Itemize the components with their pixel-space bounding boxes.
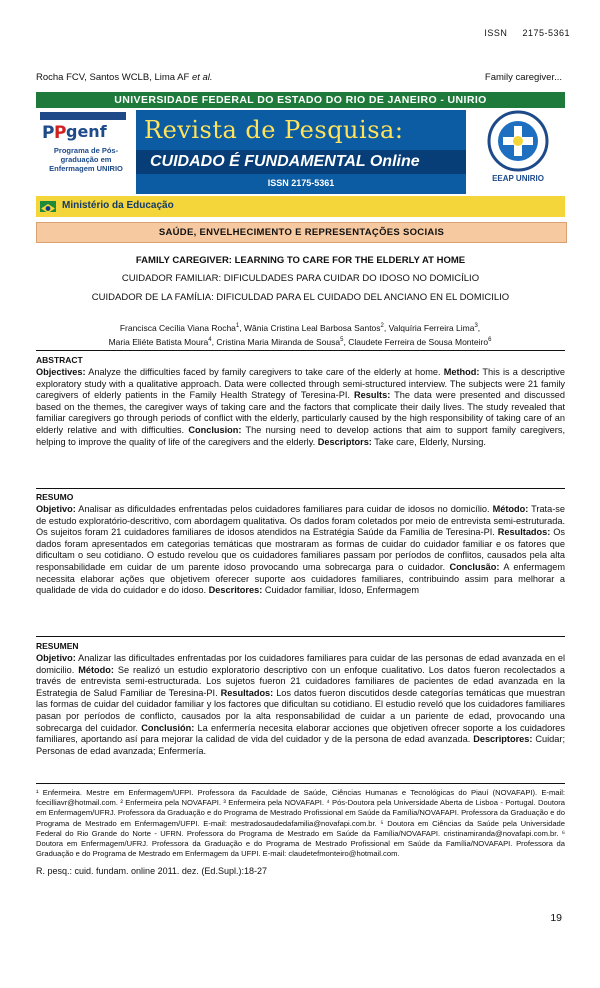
running-head-authors <box>36 72 213 83</box>
resumen-metodo: Se realizó un estudio exploratorio descriptivo con un enfoque cualitativo. Los datos fueron recolectados a través de entrevista semi-estructurada. Los sujetos fueron 21 cuidadores familiares de pacientes de edad avanzada en la Estrategia de Salud Familiar de Teresina-PI. <box>36 664 565 698</box>
issn <box>470 28 570 38</box>
resumo-descritores: Cuidador familiar, Idoso, Enfermagem <box>262 585 420 596</box>
author: Cristina Maria Miranda de Sousa <box>216 336 341 347</box>
abstract-results: The data were presented and discussed based on the themes, the caregiver ways of taking care and the factors that complicate their daily lives. The study revealed that familiar caregivers go through periods of conflict with the elderly, particularly caused by the high responsibility of taking care of an elderly relative and with difficulties. <box>36 390 566 435</box>
ministry-label: Ministério da Educação <box>62 200 174 211</box>
author: Francisca Cecília Viana Rocha <box>119 322 236 333</box>
abstract-objectives: Analyze the difficulties faced by family caregivers to take care of the elderly at home. <box>85 367 444 377</box>
resumo-objetivo-label: Objetivo: <box>36 504 76 514</box>
banner-middle <box>36 108 565 196</box>
divider <box>36 350 565 351</box>
divider <box>36 488 565 489</box>
resumen-conclusion: La enfermería necesita elaborar acciones que objetiven ofrecer soporte a los cuidadores familiares, aportando así para mejorar la calidad de vida del cuidador y de la persona de edad avanzada. <box>36 722 565 745</box>
divider <box>36 636 565 637</box>
resumo-heading: RESUMO <box>36 492 74 502</box>
running-head-authors-text: Rocha FCV, Santos WCLB, Lima AF <box>36 72 190 83</box>
journal-title: Revista de Pesquisa: <box>144 116 404 144</box>
resumen-conclusion-label: Conclusión: <box>141 722 195 733</box>
resumen-heading: RESUMEN <box>36 641 79 651</box>
ppgenf-text: genf <box>66 122 107 141</box>
title-english: FAMILY CAREGIVER: LEARNING TO CARE FOR THE ELDERLY AT HOME <box>135 255 466 266</box>
abstract-objectives-label: Objectives: <box>36 367 86 377</box>
resumen-objetivo-label: Objetivo: <box>36 653 76 663</box>
abstract-descriptors-label: Descriptors: <box>317 436 372 447</box>
abstract-conclusion-label: Conclusion: <box>188 424 242 435</box>
author: Valquíria Ferreira Lima <box>388 322 475 333</box>
ministry-bar <box>36 196 565 217</box>
divider <box>36 783 565 784</box>
resumo-objetivo: Analisar as dificuldades enfrentadas pelos cuidadores familiares para cuidar de idosos no domicílio. <box>75 504 493 514</box>
running-head-title: Family caregiver... <box>484 72 562 83</box>
resumo-conclusao-label: Conclusão: <box>449 561 500 572</box>
journal-citation: R. pesq.: cuid. fundam. online 2011. dez. (Ed.Supl.):18-27 <box>36 866 267 876</box>
resumen-resultados-label: Resultados: <box>220 687 274 698</box>
issn-value: 2175-5361 <box>522 28 570 38</box>
resumo-resultados: Os dados foram apresentados em categorias temáticas que mostraram as formas de cuidar do cuidador familiar e os fatores que dificultam o seu cotidiano. O estudo revelou que os cuidadores familiares passam por períodos de conflitos, causados pela alta responsabilidade em cuidar de um parente idoso provocando uma sobrecarga para o cuidador. <box>36 527 565 572</box>
author-affiliation: 2 <box>380 323 384 329</box>
author-list: Francisca Cecília Viana Rocha$^1$, Wânia Cristina Leal Barbosa Santos$^2$, Valquíria Ferreira Lima$^3$, Maria Eliéte Batista Moura$^4$, Cristina Maria Miranda de Sousa$^5$, Claudete Ferreira de Sousa Monteiro$^6$ <box>108 322 492 347</box>
author-affiliation: 4 <box>208 336 212 343</box>
eeap-seal-icon <box>476 110 560 172</box>
author-affiliation: 5 <box>340 336 344 343</box>
brazil-flag-icon <box>40 201 56 212</box>
university-name: UNIVERSIDADE FEDERAL DO ESTADO DO RIO DE JANEIRO - UNIRIO <box>36 92 565 108</box>
resumen-resultados: Los datos fueron discutidos desde categorías temáticas que muestran las formas de cuidar del cuidador familiar y los factores que dificultan su cotidiano. El estudio reveló que los cuidadores familiares pasan por períodos de conflicto, causados por la alta responsabilidad de cuidar a un pariente de edad, provocando una sobrecarga del cuidador. <box>36 687 566 733</box>
abstract-results-label: Results: <box>354 390 391 401</box>
issn-label: ISSN <box>484 28 508 38</box>
journal-title-panel <box>136 110 466 194</box>
abstract-heading: ABSTRACT <box>36 355 83 365</box>
author: Maria Eliéte Batista Moura <box>108 336 209 347</box>
journal-issn: ISSN 2175-5361 <box>267 178 335 188</box>
abstract-conclusion: The nursing need to develop actions that aim to support family caregivers, helping to improve the quality of life of the caregivers and the elderly. <box>36 424 566 447</box>
section-label: SAÚDE, ENVELHECIMENTO E REPRESENTAÇÕES SOCIAIS <box>36 222 567 243</box>
ppgenf-subtitle: Programa de Pós-graduação em Enfermagem UNIRIO <box>49 146 123 173</box>
journal-subtitle-bar <box>136 150 466 174</box>
resumo-text <box>36 504 565 597</box>
resumen-metodo-label: Método: <box>78 664 114 675</box>
running-head-et-al: et al. <box>191 72 213 83</box>
title-spanish: CUIDADOR DE LA FAMÍLIA: DIFICULDAD PARA EL CUIDADO DEL ANCIANO EN EL DOMICILIO <box>91 292 510 303</box>
abstract-method: This is a descriptive exploratory study with a qualitative approach. Data were collected through semi-structured interview. The subjects were 21 family caregivers of elderly patients in the Family Health Strategy of Teresina-PI. <box>36 367 565 401</box>
resumo-metodo: Trata-se de estudo exploratório-descritivo, com abordagem qualitativa. Os dados foram coletados por meio de entrevista semi-estruturada. Os sujeitos foram 21 cuidadores familiares de idosos atendidos na Estratégia Saúde da Família de Teresina-PI. <box>36 504 565 538</box>
resumo-descritores-label: Descritores: <box>208 585 263 596</box>
journal-banner <box>36 92 565 217</box>
author-affiliation: 6 <box>488 336 492 343</box>
abstract-text <box>36 367 565 448</box>
resumen-descriptores: Cuidar; Personas de edad avanzada; Enfermería. <box>36 734 566 756</box>
svg-text:P: P <box>54 123 67 142</box>
eeap-label: EEAP UNIRIO <box>492 174 544 183</box>
resumen-descriptores-label: Descriptores: <box>473 734 533 745</box>
journal-subtitle: CUIDADO É FUNDAMENTAL Online <box>150 153 420 170</box>
title-portuguese: CUIDADOR FAMILIAR: DIFICULDADES PARA CUIDAR DO IDOSO NO DOMICÍLIO <box>121 273 480 284</box>
eeap-seal <box>476 110 560 194</box>
author-footnotes: ¹ Enfermeira. Mestre em Enfermagem/UFPI. Professora da Faculdade de Saúde, Ciências Humanas e Tecnológicas do Piauí (NOVAFAPI). E-mail: fcecilliavr@hotmail.com. ² Enfermeira pela NOVAFAPI. ³ Enfermeira pela NOVAFAPI. ⁴ Pós-Doutora pela Universidade Aberta de Lisboa - Portugal. Doutora em Enfermagem/UFRJ. Professora da Graduação e do Programa de Mestrado Profissional em Saúde da Família/NOVAFAPI. Professora da Graduação e do Programa de Mestrado em Enfermagem/UFPI. E-mail: mestradosaudedafamilia@novafapi.com.br. ⁵ Doutora em Ciências da Saúde pela Universidade Federal do Rio Grande do Norte - UFRN. Professora do Programa de Mestrado em Saúde da Família/NOVAFAPI. cristinamiranda@novafapi.com.br. ⁶ Doutora em Enfermagem/UFRJ. Professora da Graduação e do Programa de Mestrado Profissional em Saúde da Família/NOVAFAPI. Professora da Graduação e do Programa de Mestrado em Enfermagem da UFPI. E-mail: claudetefmonteiro@hotmail.com. <box>36 788 565 859</box>
author: Wânia Cristina Leal Barbosa Santos <box>243 322 381 333</box>
abstract-method-label: Method: <box>443 367 480 377</box>
author: Claudete Ferreira de Sousa Monteiro <box>348 336 489 347</box>
author-affiliation: 1 <box>235 323 240 329</box>
resumo-resultados-label: Resultados: <box>497 527 551 538</box>
abstract-descriptors: Take care, Elderly, Nursing. <box>371 436 486 447</box>
resumen-text <box>36 653 565 757</box>
author-affiliation: 3 <box>474 323 478 329</box>
page-number: 19 <box>550 912 562 924</box>
resumo-metodo-label: Método: <box>492 504 529 514</box>
resumen-objetivo: Analizar las dificultades enfrentadas por los cuidadores familiares para cuidar de las personas de edad avanzada en el domicilio. <box>36 653 565 675</box>
svg-text:P: P <box>42 123 55 142</box>
resumo-conclusao: A enfermagem necessita elaborar ações que objetivem oferecer suporte aos cuidadores familiares, contribuindo assim para melhorar a qualidade de vida do cuidador e do idoso. <box>36 561 565 596</box>
ppgenf-logo <box>40 112 132 192</box>
